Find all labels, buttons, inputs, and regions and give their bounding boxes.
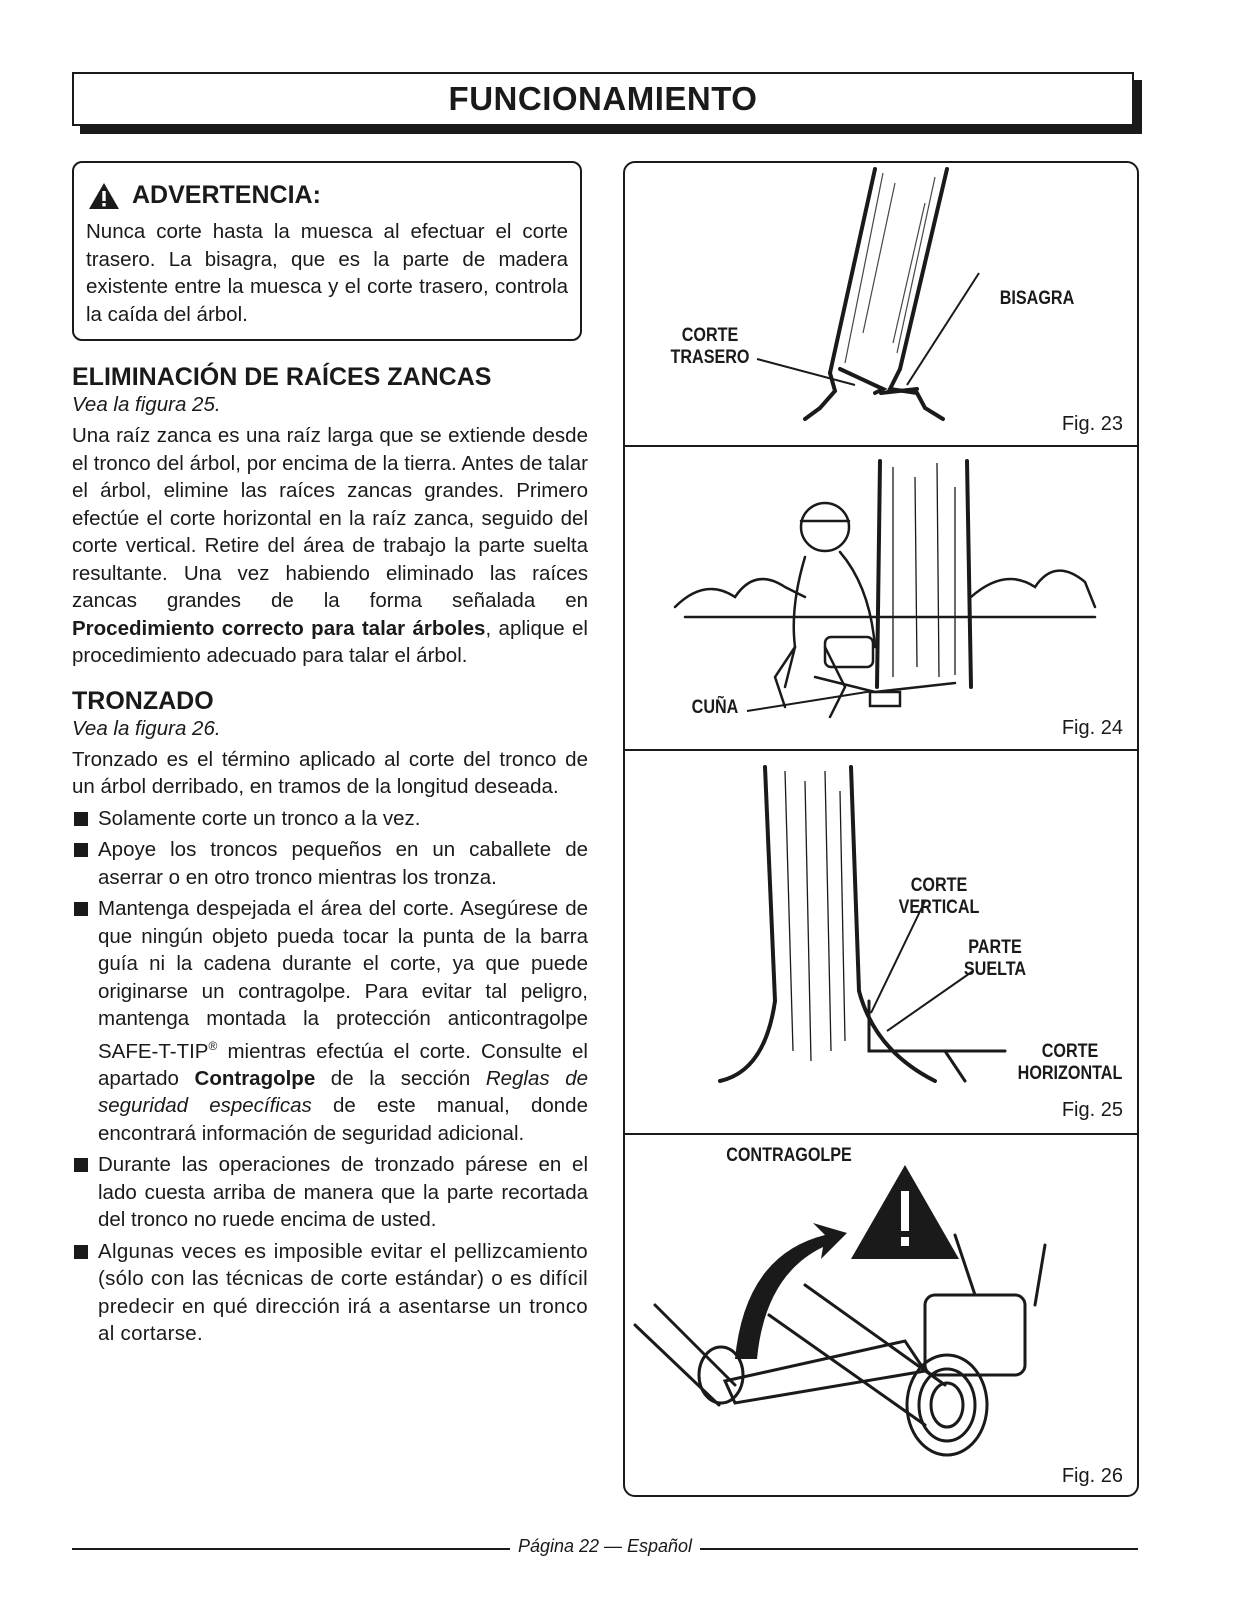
bullet-text: Solamente corte un tronco a la vez. (98, 806, 421, 830)
callout-line: VERTICAL (898, 897, 980, 918)
figure-label-24: Fig. 24 (1061, 717, 1123, 739)
section-title-roots: ELIMINACIÓN DE RAÍCES ZANCAS (72, 363, 492, 391)
warning-box (72, 161, 582, 341)
figure-26 (625, 1135, 1137, 1495)
list-item (72, 805, 588, 833)
registered-mark: ® (208, 1038, 218, 1053)
bullet-text-bold: Contragolpe (194, 1066, 316, 1090)
callout-line: TRASERO (670, 347, 750, 368)
figure-25 (625, 751, 1137, 1133)
figure-reference-25: Vea la figura 25. (72, 393, 221, 416)
bullet-text: Mantenga despejada el área del corte. Asegúrese de que ningún objeto pueda tocar la punta de la barra guía ni la cadena durante el corte, ya que puede originarse un contragolpe. Para evitar tal peligro, mantenga montada la protección anticontragolpe SAFE-T-TIP (98, 897, 588, 1063)
figure-24 (625, 447, 1137, 749)
bullet-text: Durante las operaciones de tronzado párese en el lado cuesta arriba de manera que la parte recortada del tronco no ruede encima de usted. (98, 1153, 588, 1232)
figure-label-26: Fig. 26 (1061, 1465, 1123, 1487)
square-bullet-icon (74, 1158, 88, 1172)
bullet-text: Apoye los troncos pequeños en un caballete de aserrar o en otro tronco mientras los tronza. (98, 838, 588, 889)
header-box (72, 72, 1134, 126)
footer-text-wrap (72, 1536, 1138, 1557)
bullet-text: mientras efectúa el corte. Consulte el apartado (98, 1039, 588, 1090)
callout-line: CORTE (681, 325, 739, 346)
callout-kickback: CONTRAGOLPE (726, 1145, 852, 1166)
figure-23 (625, 163, 1137, 445)
bullet-text: de la sección (315, 1066, 486, 1090)
warning-title: ADVERTENCIA: (132, 181, 321, 209)
kickback-illustration (625, 1135, 1139, 1495)
roots-paragraph (72, 422, 588, 670)
page-number-text: Página 22 — Español (510, 1536, 700, 1556)
callout-hinge: BISAGRA (999, 288, 1075, 309)
list-item (72, 895, 588, 1147)
page-title: FUNCIONAMIENTO (448, 80, 758, 117)
callout-line: HORIZONTAL (1017, 1063, 1123, 1084)
callout-wedge: CUÑA (691, 697, 739, 718)
bucking-section (72, 686, 588, 1348)
warning-triangle-icon (88, 182, 120, 210)
section-header (72, 72, 1134, 126)
bucking-intro: Tronzado es el término aplicado al corte del tronco de un árbol derribado, en tramos de la longitud deseada. (72, 747, 588, 798)
figure-label-25: Fig. 25 (1061, 1099, 1123, 1121)
square-bullet-icon (74, 843, 88, 857)
bullet-text: Algunas veces es imposible evitar el pellizcamiento (sólo con las técnicas de corte estándar) o es difícil predecir en qué dirección irá a asentarse un tronco al cortarse. (98, 1239, 588, 1346)
page-footer (72, 1535, 1138, 1561)
bucking-bullets (72, 805, 588, 1348)
figure-label-23: Fig. 23 (1061, 413, 1123, 435)
list-item (72, 1151, 588, 1234)
callout-line: CORTE (910, 875, 968, 896)
callout-horizontal-cut (1006, 1041, 1134, 1085)
figure-reference-26: Vea la figura 26. (72, 716, 221, 740)
warning-heading (88, 181, 568, 210)
bullet-text: de este manual, donde encontrará información de seguridad adicional. (98, 1094, 588, 1145)
figures-panel (623, 161, 1139, 1497)
list-item (72, 836, 588, 891)
roots-text-a: Una raíz zanca es una raíz larga que se extiende desde el tronco del árbol, por encima de la tierra. Antes de talar el árbol, elimine las raíces zancas grandes. Primero efectúe el corte horizontal en la raíz zanca, seguido del corte vertical. Retire del área de trabajo la parte suelta resultante. Una vez habiendo eliminado las raíces zancas grandes de la forma señalada en (72, 424, 588, 612)
callout-back-cut (663, 325, 757, 369)
roots-text-bold: Procedimiento correcto para talar árboles (72, 616, 486, 640)
warning-text: Nunca corte hasta la muesca al efectuar el corte trasero. La bisagra, que es la parte de madera existente entre la muesca y el corte trasero, controla la caída del árbol. (86, 220, 568, 326)
callout-loose-piece (944, 937, 1046, 981)
callout-line: CORTE (1041, 1041, 1099, 1062)
callout-vertical-cut (888, 875, 990, 919)
text-column (72, 362, 588, 1352)
roots-text-b: , aplique el procedimiento adecuado para talar el árbol. (72, 616, 588, 667)
bullet-text-italic: Reglas de seguridad específicas (98, 1066, 589, 1118)
callout-line: SUELTA (963, 959, 1027, 980)
section-title-bucking: TRONZADO (72, 686, 214, 715)
square-bullet-icon (74, 1245, 88, 1259)
list-item (72, 1238, 588, 1348)
square-bullet-icon (74, 812, 88, 826)
callout-line: PARTE (968, 937, 1022, 958)
square-bullet-icon (74, 902, 88, 916)
